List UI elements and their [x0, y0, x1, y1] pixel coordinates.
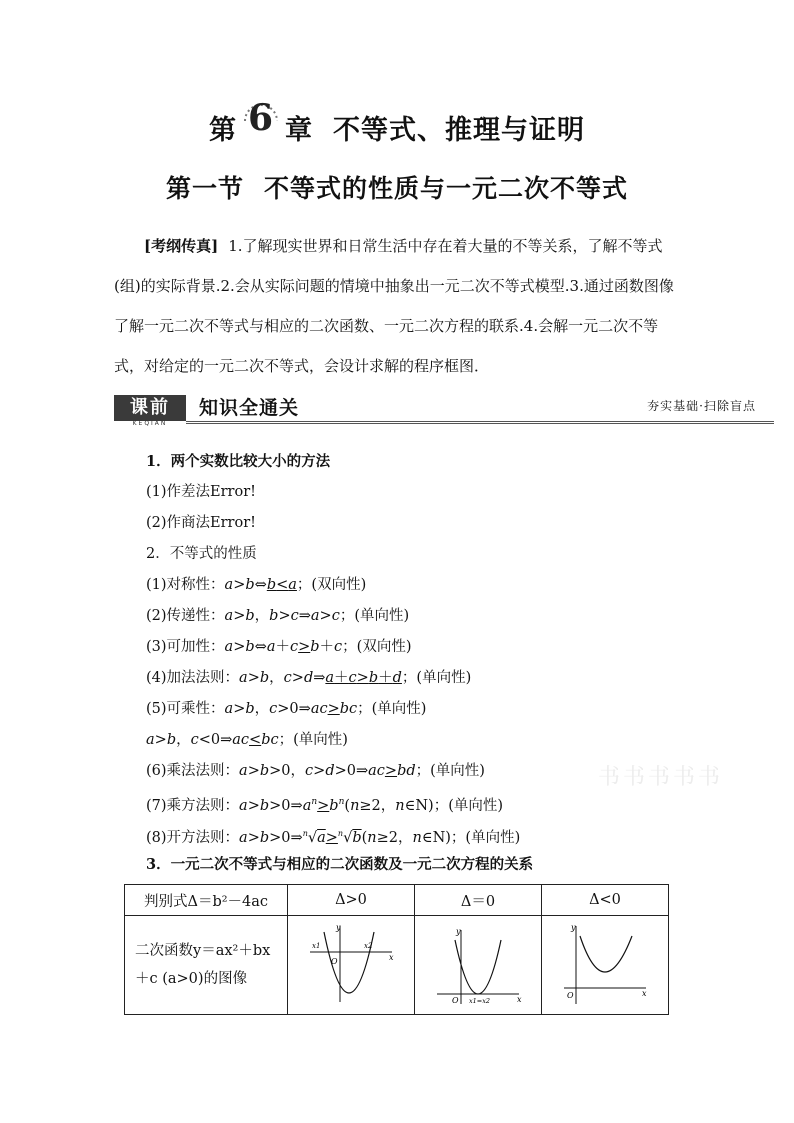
relation-title: 3．一元二次不等式与相应的二次函数及一元二次方程的关系 [146, 856, 534, 873]
relation-table [124, 884, 669, 1015]
properties-title: 2．不等式的性质 [146, 546, 257, 562]
difference-method: (1)作差法Error! [146, 484, 256, 500]
y-label: y [571, 923, 576, 932]
property-multiplicativity-negative: a>b，c<0⇒ac<bc；(单向性) [146, 732, 348, 748]
parabola-no-root-graph [560, 922, 650, 1008]
col-zero: Δ＝0 [415, 885, 542, 916]
parabola-one-root-graph [433, 922, 523, 1008]
x-label: x [389, 953, 394, 962]
x1-label: x1 [312, 942, 321, 950]
banner-heading: 知识全通关 [199, 397, 300, 419]
property-symmetry: (1)对称性：a>b⇔b<a；(双向性) [146, 577, 367, 593]
banner-tag-sub: KEQIAN [132, 420, 168, 427]
property-addition-rule: (4)加法法则：a>b，c>d⇒a＋c>b＋d；(单向性) [146, 670, 472, 686]
chapter-name: 不等式、推理与证明 [333, 115, 585, 146]
watermark: 书书书书书 [598, 765, 724, 790]
col-negative: Δ<0 [542, 885, 669, 916]
origin-label: O [452, 996, 459, 1005]
chapter-number: 6 [247, 97, 275, 139]
x2-label: x2 [364, 942, 373, 950]
y-label: y [336, 923, 341, 932]
property-multiplication-rule: (6)乘法法则：a>b>0，c>d>0⇒ac>bd；(单向性) [146, 763, 485, 779]
col-positive: Δ>0 [288, 885, 415, 916]
parabola-curve [455, 940, 501, 994]
double-root-label: x1=x2 [469, 997, 491, 1005]
section-name: 不等式的性质与一元二次不等式 [264, 174, 629, 203]
discriminant-header: 判别式Δ＝b²－4ac [125, 885, 288, 916]
origin-label: O [331, 957, 338, 966]
graph-row [125, 916, 669, 1015]
x-label: x [642, 989, 647, 998]
banner-rule [186, 421, 774, 424]
parabola-two-roots-graph [306, 922, 396, 1008]
origin-label: O [567, 991, 574, 1000]
quadratic-function-label: 二次函数y＝ax²＋bx＋c (a>0)的图像 [125, 916, 288, 1015]
property-transitivity: (2)传递性：a>b，b>c⇒a>c；(单向性) [146, 608, 410, 624]
property-power-rule: (7)乘方法则：$a>b>0\Rightarrow a^n>b^n(n\ge 2$，n∈N)；(单向性) [146, 797, 504, 814]
quotient-method: (2)作商法Error! [146, 515, 256, 531]
banner-tag: 课前 [114, 395, 186, 421]
compare-methods-title: 1．两个实数比较大小的方法 [146, 453, 331, 470]
property-multiplicativity: (5)可乘性：a>b，c>0⇒ac>bc；(单向性) [146, 701, 427, 717]
chapter-title [0, 97, 794, 147]
graph-cell-negative [542, 916, 669, 1015]
property-additivity: (3)可加性：a>b⇔a＋c>b＋c；(双向性) [146, 639, 412, 655]
chapter-suffix: 章 [285, 115, 313, 146]
section-label: 第一节 [165, 174, 244, 203]
outline-label: [考纲传真] [144, 237, 219, 255]
outline-text: 1.了解现实世界和日常生活中存在着大量的不等关系，了解不等式(组)的实际背景.2.会从实际问题的情境中抽象出一元二次不等式模型.3.通过函数图像了解一元二次不等式与相应的二次函数、一元二次方程的联系.4.会解一元二次不等式，对给定的一元二次不等式，会设计求解的程序框图． [114, 237, 674, 375]
y-label: y [456, 927, 461, 936]
graph-cell-zero [415, 916, 542, 1015]
section-banner [114, 395, 774, 429]
chapter-prefix: 第 [209, 115, 237, 146]
exam-outline [114, 226, 684, 386]
table-header-row [125, 885, 669, 916]
graph-cell-positive [288, 916, 415, 1015]
x-label: x [517, 995, 522, 1004]
knowledge-content [146, 446, 766, 880]
banner-slogan: 夯实基础·扫除盲点 [647, 399, 756, 413]
section-title [0, 169, 794, 205]
property-root-rule: (8)开方法则：a>b>0⇒$^n$√a>$^n$√b(n≥2，n∈N)；(单向性) [146, 829, 521, 846]
parabola-curve [580, 936, 632, 972]
chapter-number-badge [241, 97, 281, 143]
